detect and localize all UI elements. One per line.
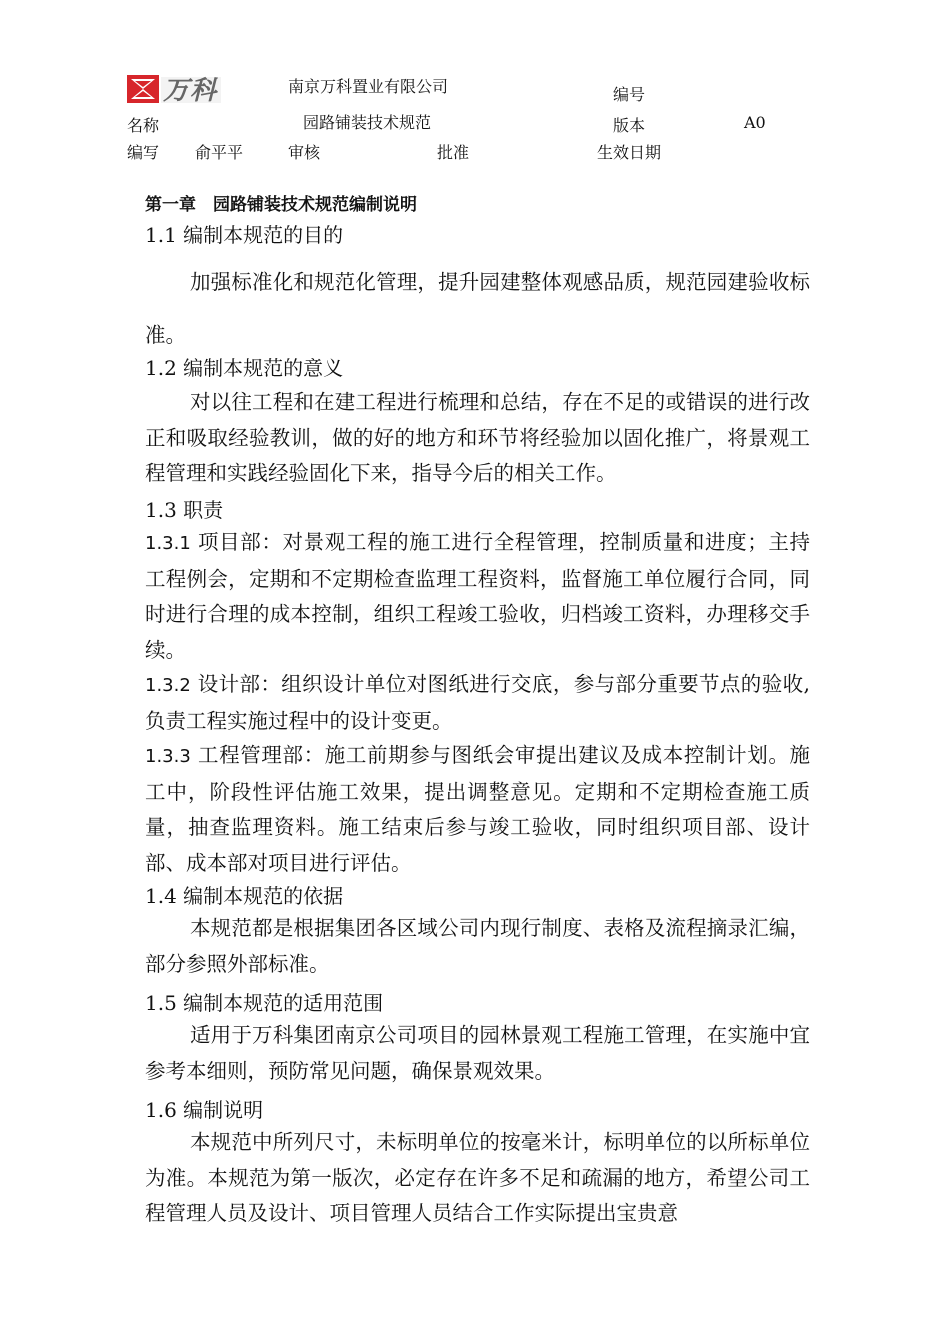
section-1-3-1-number: 1.3.1 [145, 533, 191, 554]
section-1-3-3-text: 工程管理部：施工前期参与图纸会审提出建议及成本控制计划。施工中，阶段性评估施工效果，提出调整意见。定期和不定期检查施工质量，抽查监理资料。施工结束后参与竣工验收，同时组织项目部、设计部、成本部对项目进行评估。 [145, 743, 810, 875]
section-1-4-text: 本规范都是根据集团各区域公司内现行制度、表格及流程摘录汇编，部分参照外部标准。 [145, 916, 810, 976]
section-1-3-1-text: 项目部：对景观工程的施工进行全程管理，控制质量和进度；主持工程例会，定期和不定期检查监理工程资料，监督施工单位履行合同，同时进行合理的成本控制，组织工程竣工验收，归档竣工资料，办理移交手续。 [145, 530, 810, 662]
document-name: 园路铺装技术规范 [303, 113, 432, 132]
section-1-3-1 [145, 525, 810, 668]
approve-label: 批准 [437, 143, 470, 162]
section-1-3-3-number: 1.3.3 [145, 746, 191, 767]
author-label: 编写 [127, 143, 160, 162]
chapter-title: 第一章 园路铺装技术规范编制说明 [145, 195, 417, 215]
name-label: 名称 [127, 116, 160, 135]
effective-date-label: 生效日期 [597, 143, 662, 162]
section-1-3-2-number: 1.3.2 [145, 675, 191, 696]
number-label: 编号 [613, 85, 646, 104]
section-1-2-text: 对以往工程和在建工程进行梳理和总结，存在不足的或错误的进行改正和吸取经验教训，做的好的地方和环节将经验加以固化推广，将景观工程管理和实践经验固化下来，指导今后的相关工作。 [145, 390, 810, 485]
version-value: A0 [744, 113, 766, 132]
review-label: 审核 [288, 143, 321, 162]
logo-text: 万科 [163, 76, 218, 106]
author-value: 俞平平 [195, 143, 244, 162]
company-name: 南京万科置业有限公司 [288, 77, 449, 96]
section-1-6-text: 本规范中所列尺寸，未标明单位的按毫米计，标明单位的以所标单位为准。本规范为第一版次，必定存在许多不足和疏漏的地方，希望公司工程管理人员及设计、项目管理人员结合工作实际提出宝贵意 [145, 1130, 810, 1225]
section-1-3-2-text: 设计部：组织设计单位对图纸进行交底，参与部分重要节点的验收,负责工程实施过程中的设计变更。 [145, 672, 810, 733]
section-1-5-text: 适用于万科集团南京公司项目的园林景观工程施工管理，在实施中宜参考本细则，预防常见问题，确保景观效果。 [145, 1023, 810, 1083]
section-1-4-title: 1.4 编制本规范的依据 [145, 884, 344, 908]
version-label: 版本 [613, 116, 646, 135]
section-1-3-2 [145, 667, 810, 739]
section-1-1-title: 1.1 编制本规范的目的 [145, 223, 344, 247]
section-1-2-title: 1.2 编制本规范的意义 [145, 356, 344, 380]
section-1-1-text: 加强标准化和规范化管理，提升园建整体观感品质，规范园建验收标准。 [145, 270, 810, 347]
section-1-3-3 [145, 738, 810, 881]
section-1-3-title: 1.3 职责 [145, 498, 224, 522]
section-1-5-title: 1.5 编制本规范的适用范围 [145, 991, 384, 1015]
section-1-6-title: 1.6 编制说明 [145, 1098, 264, 1122]
